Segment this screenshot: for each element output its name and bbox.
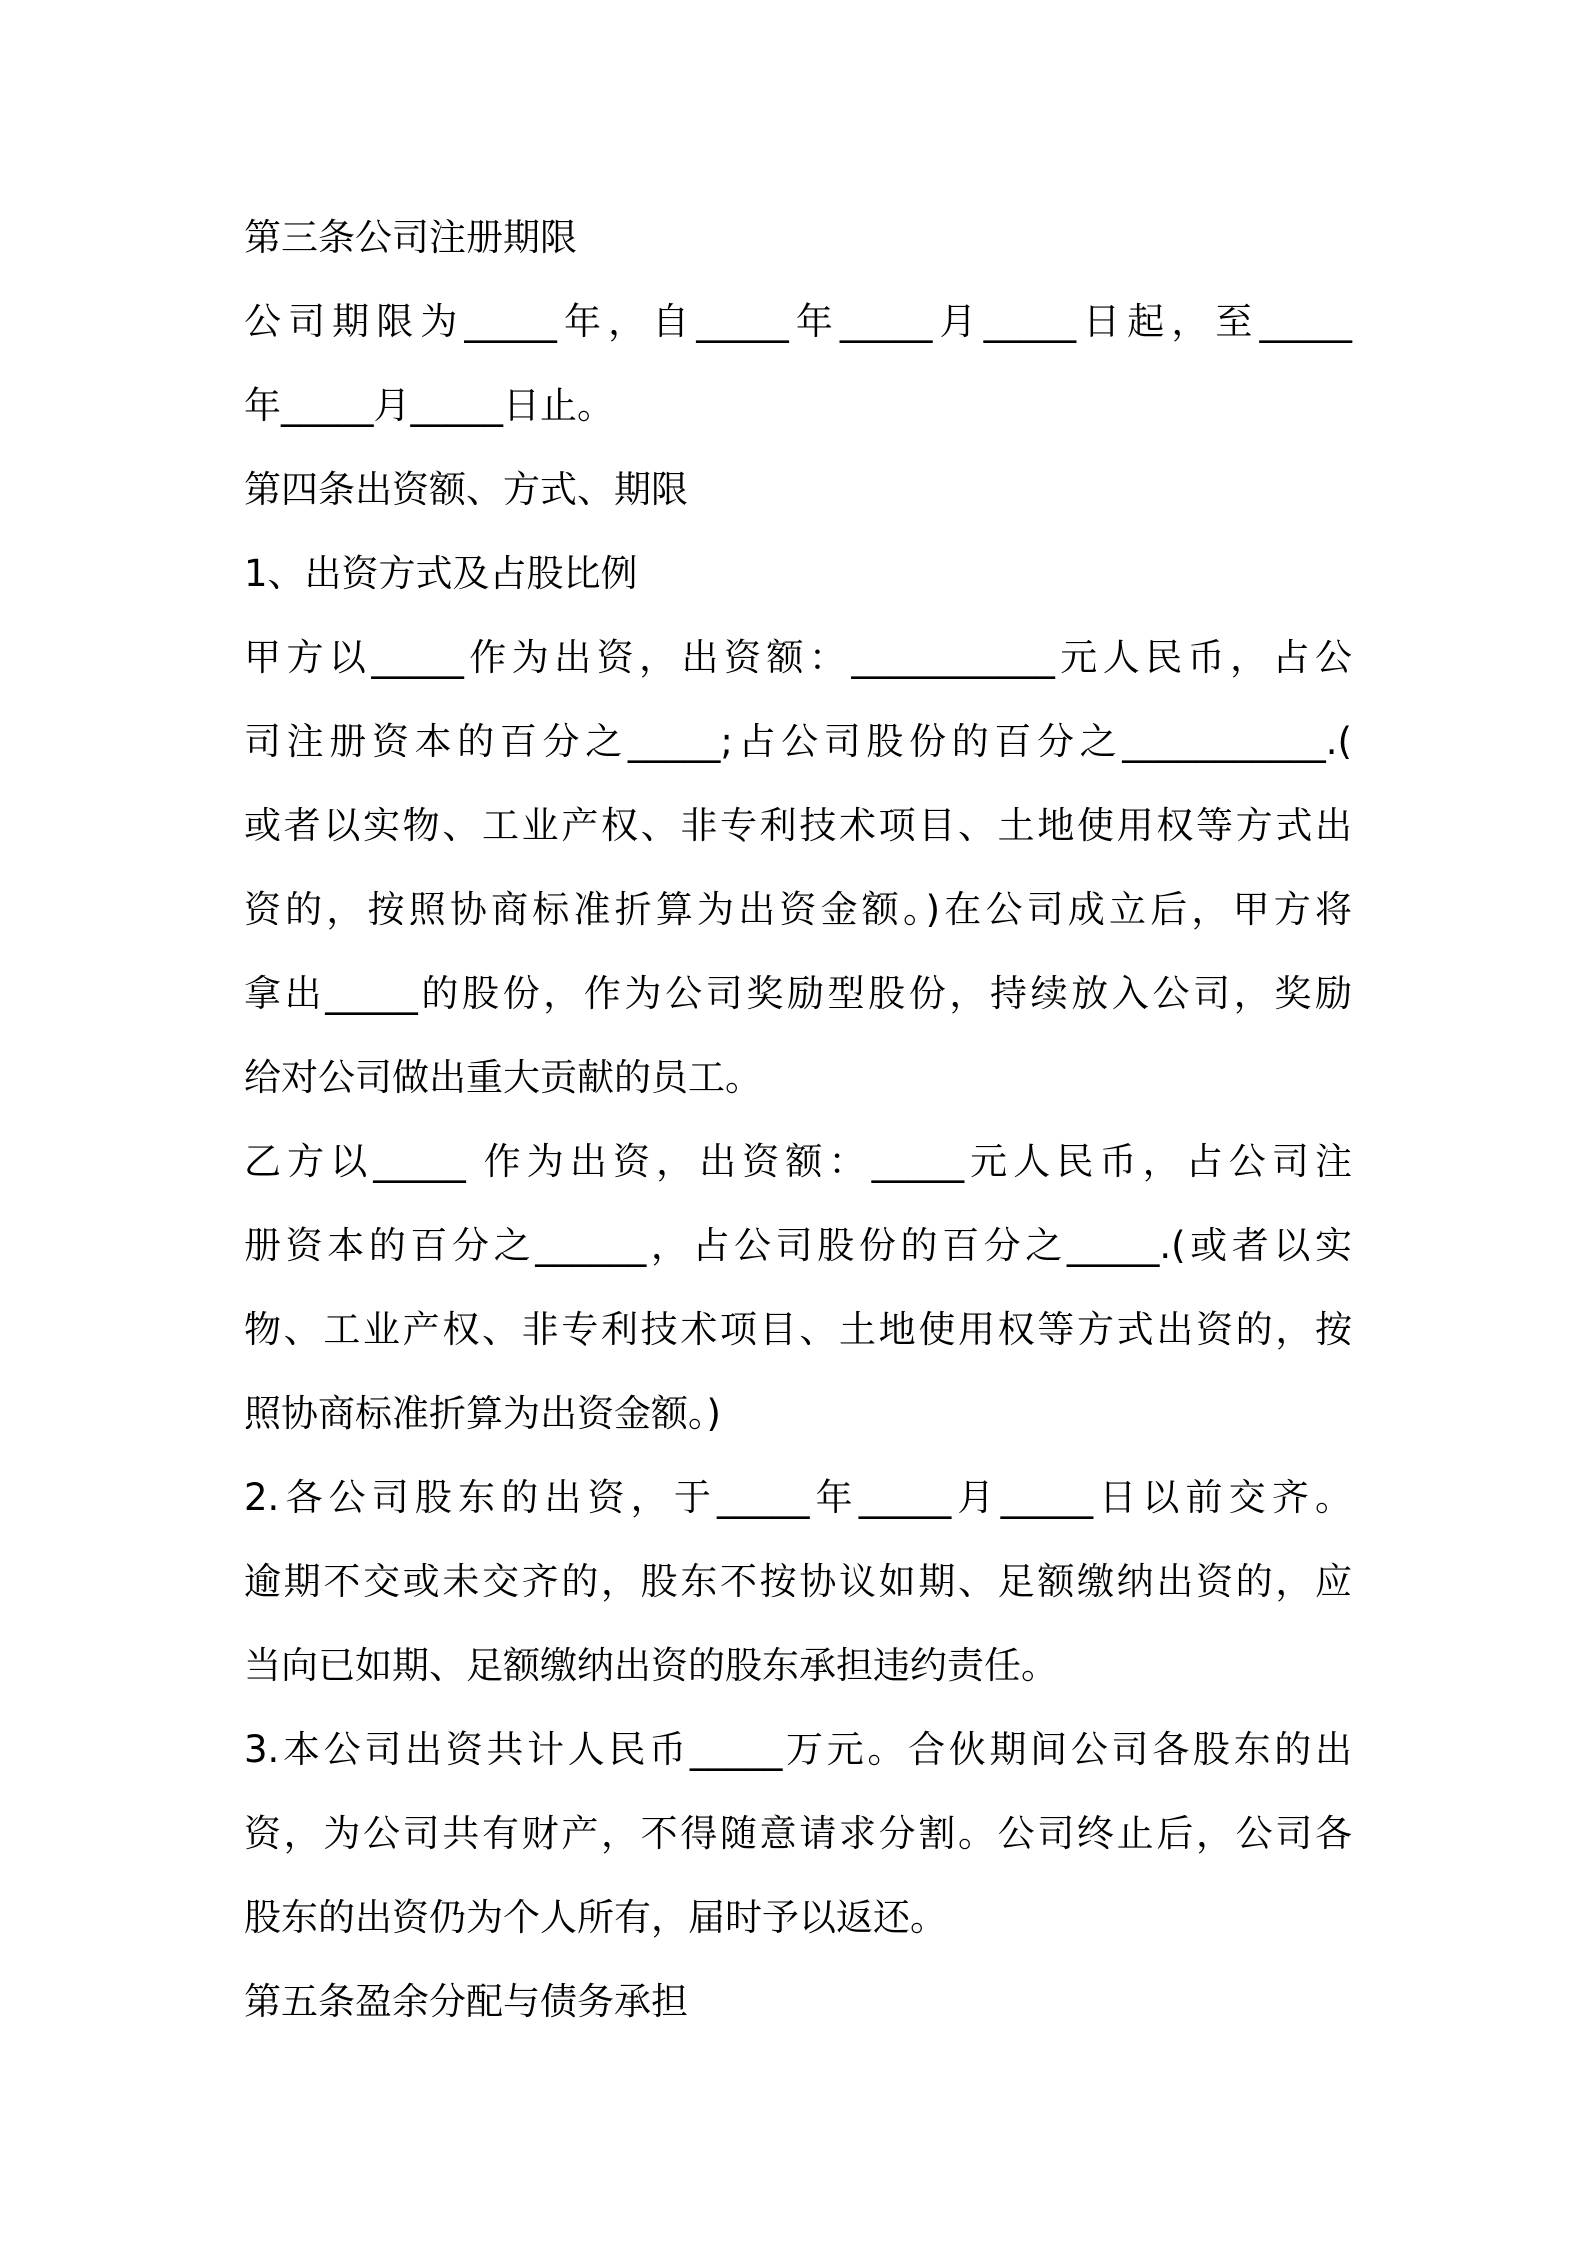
party-a-line-4: 资的，按照协商标准折算为出资金额。)在公司成立后，甲方将	[244, 888, 1352, 931]
article-5-heading: 第五条盈余分配与债务承担	[244, 1980, 688, 2023]
party-a-line-6: 给对公司做出重大贡献的员工。	[244, 1056, 762, 1099]
party-b-line-3: 物、工业产权、非专利技术项目、土地使用权等方式出资的，按	[244, 1308, 1352, 1351]
party-a-line-1: 甲方以_____作为出资，出资额：___________元人民币，占公	[244, 636, 1352, 679]
article-3-text-line-2: 年_____月_____日止。	[244, 384, 614, 427]
party-b-line-2: 册资本的百分之______，占公司股份的百分之_____.(或者以实	[244, 1224, 1352, 1267]
party-a-line-2: 司注册资本的百分之_____;占公司股份的百分之___________.(	[244, 720, 1352, 763]
section-2-line-2: 逾期不交或未交齐的，股东不按协议如期、足额缴纳出资的，应	[244, 1560, 1352, 1603]
party-b-line-4: 照协商标准折算为出资金额。)	[244, 1392, 721, 1435]
article-3-heading: 第三条公司注册期限	[244, 216, 577, 259]
section-3-line-2: 资，为公司共有财产，不得随意请求分割。公司终止后，公司各	[244, 1812, 1352, 1855]
section-2-line-3: 当向已如期、足额缴纳出资的股东承担违约责任。	[244, 1644, 1058, 1687]
document-body	[244, 196, 1352, 2044]
article-4-heading: 第四条出资额、方式、期限	[244, 468, 688, 511]
party-b-line-1: 乙方以_____ 作为出资，出资额：_____元人民币，占公司注	[244, 1140, 1352, 1183]
party-a-line-3: 或者以实物、工业产权、非专利技术项目、土地使用权等方式出	[244, 804, 1352, 847]
article-3-text-line-1: 公司期限为_____年，自_____年_____月_____日起，至_____	[244, 300, 1352, 343]
section-3-line-3: 股东的出资仍为个人所有，届时予以返还。	[244, 1896, 947, 1939]
section-3-line-1: 3.本公司出资共计人民币_____万元。合伙期间公司各股东的出	[244, 1728, 1352, 1771]
party-a-line-5: 拿出_____的股份，作为公司奖励型股份，持续放入公司，奖励	[244, 972, 1352, 1015]
section-2-line-1: 2.各公司股东的出资，于_____年_____月_____日以前交齐。	[244, 1476, 1352, 1519]
section-1-heading: 1、出资方式及占股比例	[244, 552, 638, 595]
